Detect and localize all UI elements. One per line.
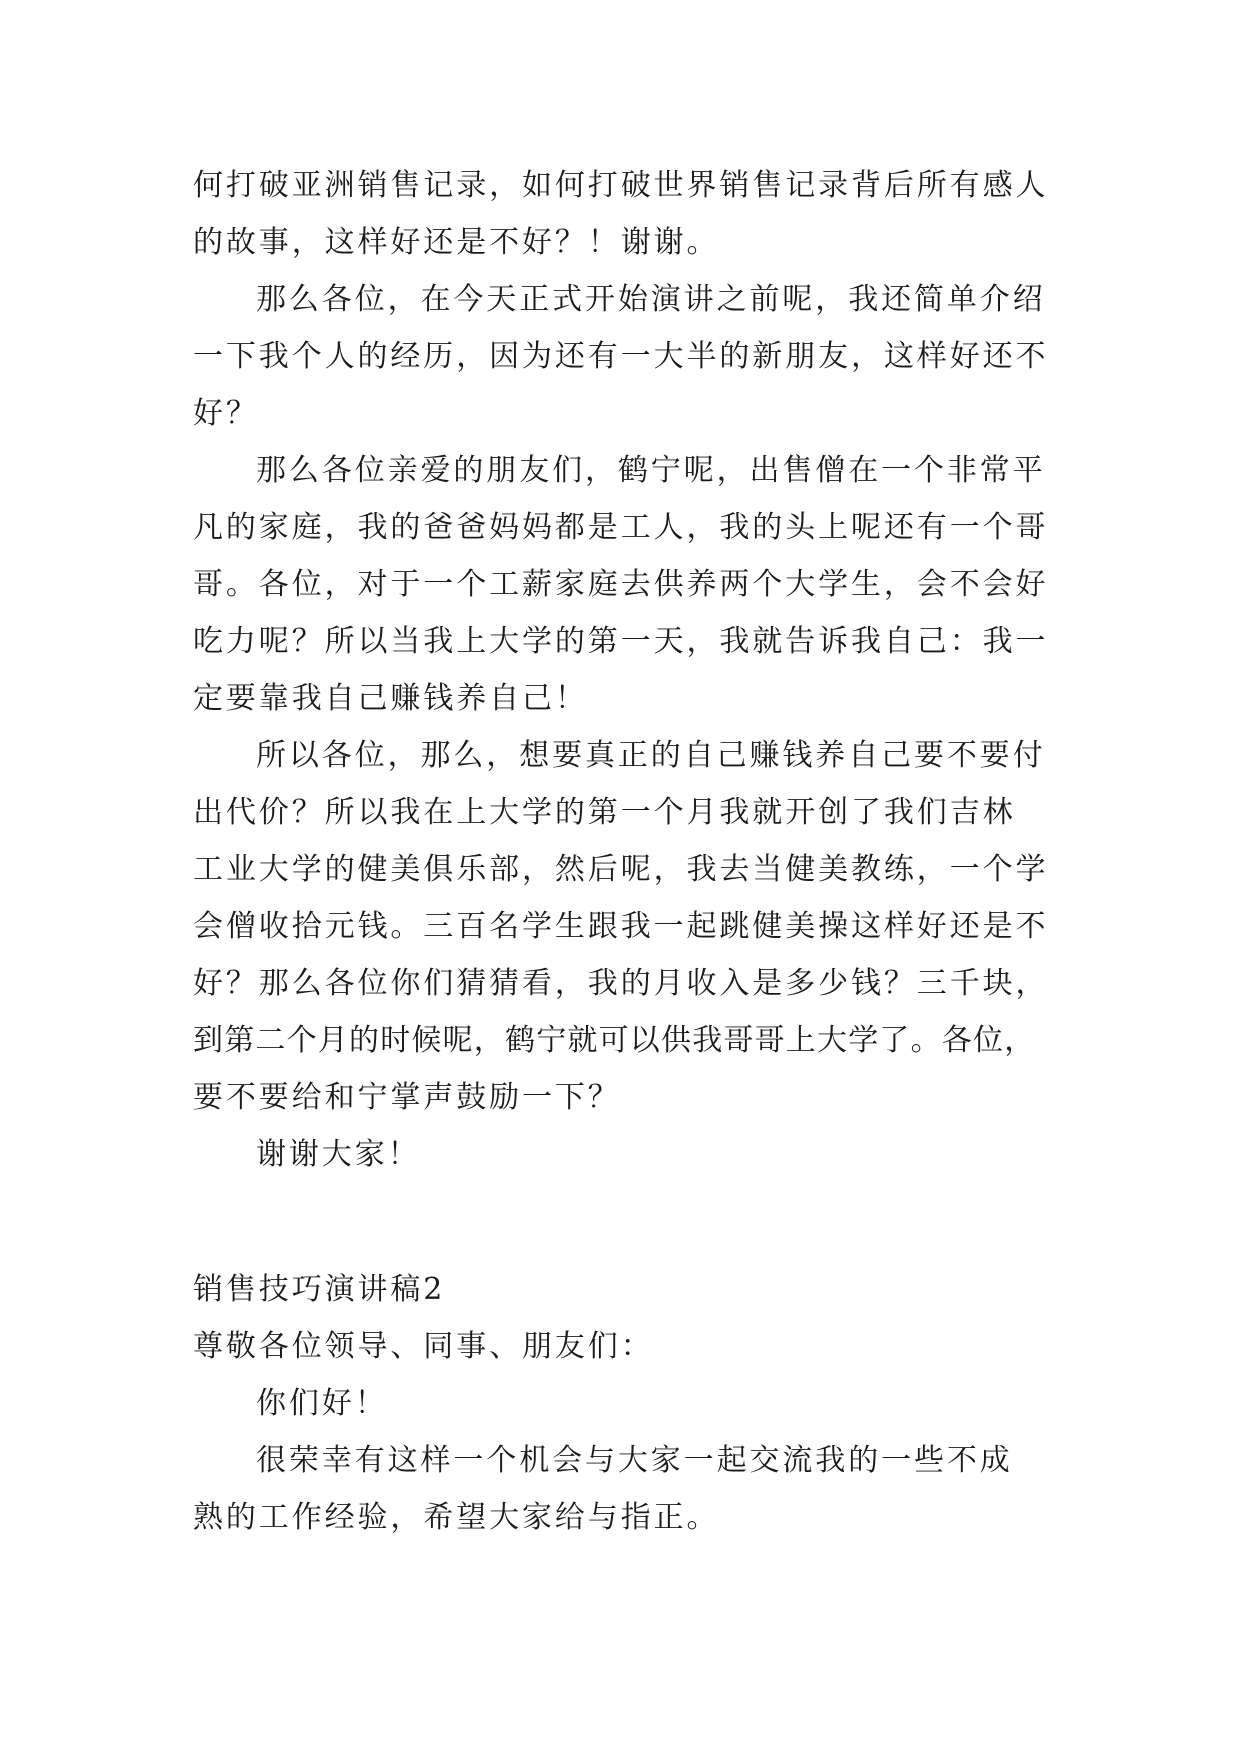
paragraph-first-line: 那么各位亲爱的朋友们，鹤宁呢，出售僧在一个非常平 bbox=[256, 453, 1046, 488]
salutation: 尊敬各位领导、同事、朋友们： bbox=[193, 1329, 654, 1364]
text-line: 吃力呢？所以当我上大学的第一天，我就告诉我自己：我一 bbox=[193, 624, 1049, 659]
text-line: 好？ bbox=[193, 396, 259, 431]
text-line: 何打破亚洲销售记录，如何打破世界销售记录背后所有感人 bbox=[193, 168, 1049, 203]
greeting: 你们好！ bbox=[256, 1386, 388, 1421]
text-line: 会僧收拾元钱。三百名学生跟我一起跳健美操这样好还是不 bbox=[193, 909, 1049, 944]
paragraph-first-line: 谢谢大家！ bbox=[256, 1137, 421, 1172]
text-line: 到第二个月的时候呢，鹤宁就可以供我哥哥上大学了。各位， bbox=[193, 1023, 1036, 1058]
text-line: 出代价？所以我在上大学的第一个月我就开创了我们吉林 bbox=[193, 795, 1016, 830]
text-line: 的故事，这样好还是不好？！谢谢。 bbox=[193, 225, 720, 260]
text-line: 要不要给和宁掌声鼓励一下？ bbox=[193, 1080, 621, 1115]
text-line: 定要靠我自己赚钱养自己！ bbox=[193, 681, 588, 716]
text-line: 好？那么各位你们猜猜看，我的月收入是多少钱？三千块， bbox=[193, 966, 1049, 1001]
paragraph-first-line: 那么各位，在今天正式开始演讲之前呢，我还简单介绍 bbox=[256, 282, 1046, 317]
text-line: 哥。各位，对于一个工薪家庭去供养两个大学生，会不会好 bbox=[193, 567, 1049, 602]
section-title: 销售技巧演讲稿2 bbox=[193, 1272, 446, 1307]
text-line: 一下我个人的经历，因为还有一大半的新朋友，这样好还不 bbox=[193, 339, 1049, 374]
paragraph-first-line: 很荣幸有这样一个机会与大家一起交流我的一些不成 bbox=[256, 1443, 1013, 1478]
text-line: 熟的工作经验，希望大家给与指正。 bbox=[193, 1500, 720, 1535]
text-line: 凡的家庭，我的爸爸妈妈都是工人，我的头上呢还有一个哥 bbox=[193, 510, 1049, 545]
text-line: 工业大学的健美俱乐部，然后呢，我去当健美教练，一个学 bbox=[193, 852, 1049, 887]
paragraph-first-line: 所以各位，那么，想要真正的自己赚钱养自己要不要付 bbox=[256, 738, 1046, 773]
